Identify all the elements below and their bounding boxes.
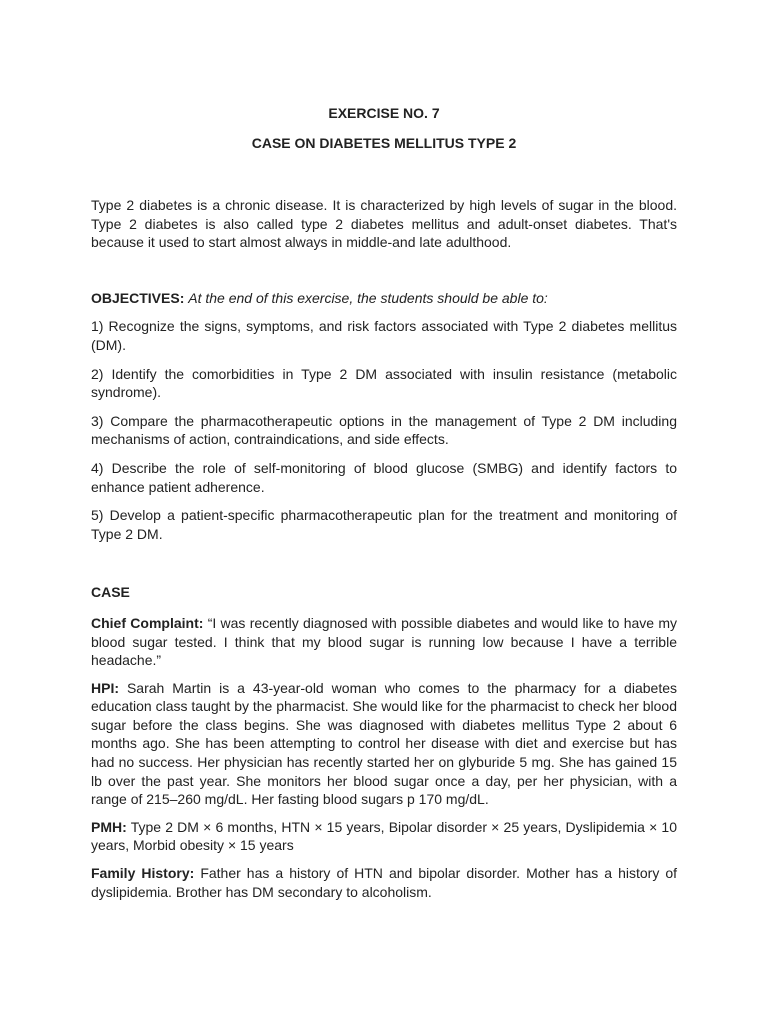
objective-item-4: 4) Describe the role of self-monitoring of blood glucose (SMBG) and identify factors to enhance patient adherence. [91,459,677,495]
family-history-paragraph [91,864,677,901]
intro-paragraph: Type 2 diabetes is a chronic disease. It is characterized by high levels of sugar in the blood. Type 2 diabetes is also called type 2 diabetes mellitus and adult-onset diabetes. That's because it used to start almost always in middle-and late adulthood. [91,197,677,251]
objectives-lead: At the end of this exercise, the students should be able to: [188,289,548,306]
case-title: CASE ON DIABETES MELLITUS TYPE 2 [251,135,517,151]
family-history-text: Father has a history of HTN and bipolar disorder. Mother has a history of dyslipidemia. Brother has DM secondary to alcoholism. [91,865,678,900]
objectives-heading [91,289,677,308]
objective-item-5: 5) Develop a patient-specific pharmacotherapeutic plan for the treatment and monitoring of Type 2 DM. [91,507,677,542]
pmh-text: Type 2 DM × 6 months, HTN × 15 years, Bipolar disorder × 25 years, Dyslipidemia × 10 years, Morbid obesity × 15 years [91,818,678,854]
objective-item-3: 3) Compare the pharmacotherapeutic options in the management of Type 2 DM including mechanisms of action, contraindications, and side effects. [91,412,677,448]
objective-item-2: 2) Identify the comorbidities in Type 2 DM associated with insulin resistance (metabolic syndrome). [91,365,677,401]
chief-complaint-text: “I was recently diagnosed with possible diabetes and would like to have my blood sugar tested. I think that my blood sugar is running low because I have a terrible headache.” [91,614,678,669]
objectives-label: OBJECTIVES: [91,289,185,306]
document-body [91,104,677,901]
exercise-title: EXERCISE NO. 7 [328,105,440,121]
case-heading: CASE [91,584,130,601]
objective-item-1: 1) Recognize the signs, symptoms, and risk factors associated with Type 2 diabetes mellitus (DM). [91,318,677,353]
chief-complaint-label: Chief Complaint: [91,614,204,631]
family-history-label: Family History: [91,865,195,882]
chief-complaint-paragraph [91,614,677,670]
hpi-paragraph [91,679,677,809]
hpi-label: HPI: [91,679,119,696]
pmh-label: PMH: [91,818,127,835]
pmh-paragraph [91,818,677,855]
hpi-text: Sarah Martin is a 43-year-old woman who comes to the pharmacy for a diabetes education class taught by the pharmacist. She would like for the pharmacist to check her blood sugar before the class begins. She was diagnosed with diabetes mellitus Type 2 about 6 months ago. She has been attempting to control her disease with diet and exercise but has had no success. Her physician has recently started her on glyburide 5 mg. She has gained 15 lb over the past year. She monitors her blood sugar once a day, per her physician, with a range of 215–260 mg/dL. Her fasting blood sugars p 170 mg/dL. [91,679,677,808]
